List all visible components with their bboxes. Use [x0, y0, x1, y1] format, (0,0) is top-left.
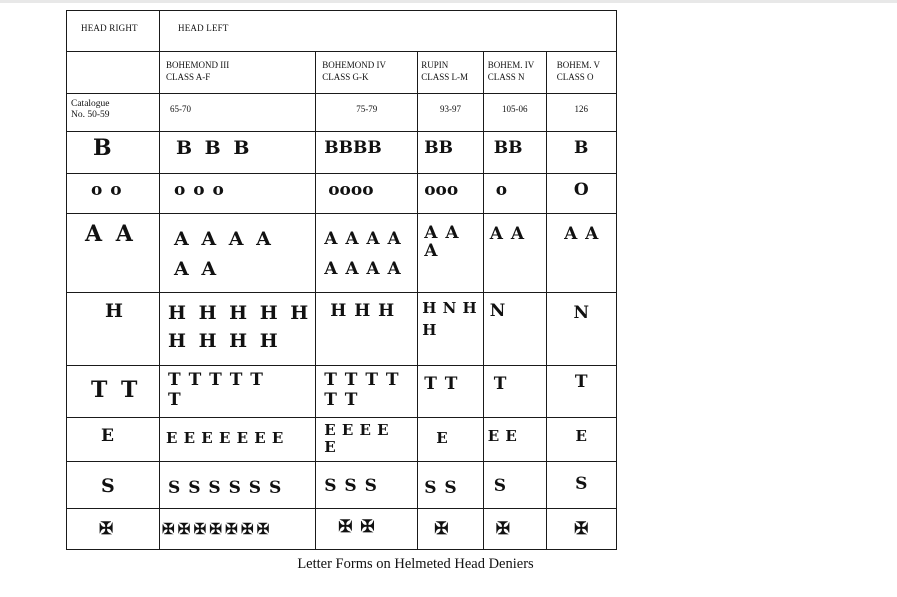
glyph-cell — [418, 293, 484, 366]
glyph-line: A A A A — [324, 229, 401, 249]
glyph-line: E E E E — [324, 421, 389, 439]
letter-row-e — [67, 418, 617, 462]
glyph-line: H H H H — [168, 330, 279, 352]
glyph-cell: E — [546, 418, 616, 462]
letter-row-cross — [67, 509, 617, 550]
glyph-cell — [418, 214, 484, 293]
head-right-header: HEAD RIGHT — [67, 11, 160, 52]
glyph-cell: E E — [483, 418, 546, 462]
catalogue-label — [67, 94, 160, 132]
glyph-cell: S — [546, 462, 616, 509]
glyph-line: H H H H H — [168, 302, 310, 324]
glyph-cell: ✠ — [67, 509, 160, 550]
glyph-cell: o — [483, 174, 546, 214]
glyph-line: T T T T — [324, 370, 399, 390]
glyph-cell: ✠ ✠ ✠ ✠ ✠ ✠ ✠ — [160, 509, 316, 550]
glyph-cell: o o — [67, 174, 160, 214]
catalogue-range: 65-70 — [160, 94, 316, 132]
head-left-header: HEAD LEFT — [160, 11, 617, 52]
glyph-cell: H H H — [316, 293, 418, 366]
ruler-cell — [483, 52, 546, 94]
catalogue-range: 105-06 — [483, 94, 546, 132]
letter-row-a — [67, 214, 617, 293]
glyph-cell: B B B — [160, 132, 316, 174]
glyph-cell — [160, 293, 316, 366]
glyph-cell: B — [67, 132, 160, 174]
ruler-cell — [546, 52, 616, 94]
catalogue-range: 126 — [546, 94, 616, 132]
glyph-line: A A — [174, 258, 218, 280]
ruler-cell — [418, 52, 484, 94]
glyph-cell: ✠ — [483, 509, 546, 550]
glyph-cell: BB — [418, 132, 484, 174]
glyph-cell: BB — [483, 132, 546, 174]
glyph-cell — [160, 366, 316, 418]
glyph-cell: T — [546, 366, 616, 418]
glyph-cell — [316, 214, 418, 293]
glyph-cell: S S — [418, 462, 484, 509]
catalogue-row — [67, 94, 617, 132]
glyph-line: T T T T T — [168, 370, 263, 390]
catalogue-range: 93-97 — [418, 94, 484, 132]
glyph-cell: T T — [418, 366, 484, 418]
catalogue-range: 75-79 — [316, 94, 418, 132]
glyph-cell: ✠ — [546, 509, 616, 550]
ruler-cell — [316, 52, 418, 94]
letter-row-h — [67, 293, 617, 366]
glyph-line: A A A A — [324, 259, 401, 279]
letter-forms-table — [66, 10, 617, 550]
ruler-name: BOHEMOND III — [166, 60, 230, 70]
glyph-cell: oooo — [316, 174, 418, 214]
top-edge-bar — [0, 0, 897, 3]
ruler-class: CLASS L-M — [421, 72, 468, 82]
glyph-cell — [160, 214, 316, 293]
glyph-line: T — [168, 390, 181, 410]
figure-caption: Letter Forms on Helmeted Head Deniers — [297, 556, 534, 572]
glyph-cell: T — [483, 366, 546, 418]
glyph-cell: S S S S S S — [160, 462, 316, 509]
glyph-cell: N — [546, 293, 616, 366]
ruler-name: BOHEM. IV — [487, 60, 535, 70]
glyph-cell: BBBB — [316, 132, 418, 174]
glyph-cell: S — [483, 462, 546, 509]
glyph-cell: ✠ — [418, 509, 484, 550]
glyph-cell: E — [418, 418, 484, 462]
glyph-line: E — [324, 438, 336, 456]
header-row — [67, 11, 617, 52]
glyph-cell: E — [67, 418, 160, 462]
glyph-line: H N H — [422, 299, 477, 317]
glyph-line: A A — [424, 223, 459, 243]
ruler-class: CLASS G-K — [322, 72, 369, 82]
ruler-name: RUPIN — [421, 60, 449, 70]
glyph-cell: A A — [483, 214, 546, 293]
ruler-name: BOHEMOND IV — [322, 60, 386, 70]
ruler-class: CLASS A-F — [166, 72, 211, 82]
glyph-cell: T T — [67, 366, 160, 418]
letter-row-b — [67, 132, 617, 174]
glyph-cell: B — [546, 132, 616, 174]
catalogue-label-line: No. 50-59 — [71, 110, 110, 120]
letter-row-t — [67, 366, 617, 418]
glyph-line: H — [422, 321, 437, 339]
glyph-cell: A A — [67, 214, 160, 293]
glyph-cell: S S S — [316, 462, 418, 509]
glyph-line: T T — [324, 390, 358, 410]
glyph-line: A — [424, 241, 438, 261]
glyph-cell: ooo — [418, 174, 484, 214]
ruler-cell — [160, 52, 316, 94]
letter-row-s — [67, 462, 617, 509]
glyph-cell: N — [483, 293, 546, 366]
ruler-name: BOHEM. V — [556, 60, 601, 70]
glyph-cell — [316, 418, 418, 462]
glyph-cell — [316, 366, 418, 418]
glyph-cell: A A — [546, 214, 616, 293]
glyph-cell: H — [67, 293, 160, 366]
glyph-cell: E E E E E E E — [160, 418, 316, 462]
ruler-row — [67, 52, 617, 94]
glyph-line: A A A A — [174, 228, 272, 250]
glyph-cell: ✠ ✠ — [316, 509, 418, 550]
letter-forms-table-container — [66, 10, 617, 550]
letter-row-o — [67, 174, 617, 214]
glyph-cell: O — [546, 174, 616, 214]
glyph-cell: o o o — [160, 174, 316, 214]
glyph-cell: S — [67, 462, 160, 509]
ruler-row-empty-cell — [67, 52, 160, 94]
ruler-class: CLASS O — [556, 72, 594, 82]
ruler-class: CLASS N — [487, 72, 525, 82]
catalogue-label-line: Catalogue — [71, 99, 110, 109]
